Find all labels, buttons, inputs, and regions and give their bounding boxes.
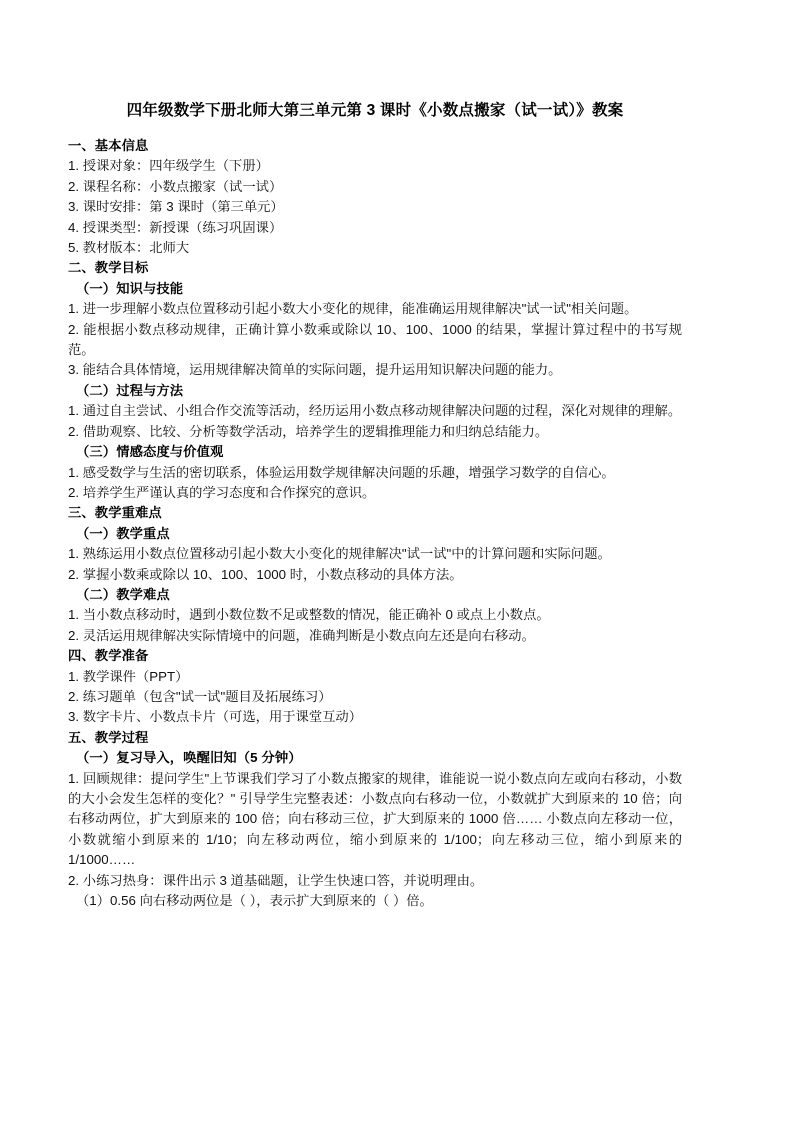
document-section — [68, 646, 682, 728]
section-heading: 一、基本信息 — [68, 138, 149, 153]
paragraph: （1）0.56 向右移动两位是（ ），表示扩大到原来的（ ）倍。 — [76, 893, 433, 909]
paragraph: 1. 回顾规律：提问学生"上节课我们学习了小数点搬家的规律，谁能说一说小数点向左或向右移动，小数的大小会发生怎样的变化？" 引导学生完整表述：小数点向右移动一位，小数就扩大到原来的 10 倍；向右移动两位，扩大到原来的 100 倍；向右移动三位，扩大到原来的 1000 倍…… 小数点向左移动一位，小数就缩小到原来的 1/10；向左移动两位，缩小到原来的 1/100；向左移动三位，缩小到原来的 1/1000…… — [68, 770, 682, 868]
paragraph: 2. 课程名称：小数点搬家（试一试） — [68, 178, 283, 194]
document-section — [68, 503, 682, 646]
paragraph: 2. 借助观察、比较、分析等数学活动，培养学生的逻辑推理能力和归纳总结能力。 — [68, 423, 549, 439]
paragraph: 1. 当小数点移动时，遇到小数位数不足或整数的情况，能正确补 0 或点上小数点。 — [68, 607, 550, 623]
subsection-heading: （二）过程与方法 — [76, 382, 184, 398]
document-content — [68, 100, 682, 911]
paragraph: 2. 小练习热身：课件出示 3 道基础题，让学生快速口答，并说明理由。 — [68, 872, 484, 888]
document-section — [68, 136, 682, 258]
paragraph: 1. 授课对象：四年级学生（下册） — [68, 158, 269, 174]
paragraph: 1. 感受数学与生活的密切联系，体验运用数学规律解决问题的乐趣，增强学习数学的自信心。 — [68, 464, 615, 480]
paragraph: 3. 课时安排：第 3 课时（第三单元） — [68, 199, 284, 215]
subsection-heading: （一）知识与技能 — [76, 280, 184, 296]
subsection-heading: （二）教学难点 — [76, 586, 170, 602]
subsection-heading: （三）情感态度与价值观 — [76, 444, 224, 460]
section-heading: 四、教学准备 — [68, 648, 149, 664]
paragraph: 1. 通过自主尝试、小组合作交流等活动，经历运用小数点移动规律解决问题的过程，深化对规律的理解。 — [68, 403, 682, 419]
subsection-heading: （一）复习导入，唤醒旧知（5 分钟） — [76, 750, 302, 766]
paragraph: 2. 能根据小数点移动规律，正确计算小数乘或除以 10、100、1000 的结果，掌握计算过程中的书写规范。 — [68, 321, 682, 358]
paragraph: 2. 练习题单（包含"试一试"题目及拓展练习） — [68, 688, 332, 704]
paragraph: 1. 进一步理解小数点位置移动引起小数大小变化的规律，能准确运用规律解决"试一试"相关问题。 — [68, 301, 638, 317]
paragraph: 2. 灵活运用规律解决实际情境中的问题，准确判断是小数点向左还是向右移动。 — [68, 627, 535, 643]
paragraph: 3. 数字卡片、小数点卡片（可选，用于课堂互动） — [68, 709, 363, 725]
page-title: 四年级数学下册北师大第三单元第 3 课时《小数点搬家（试一试）》教案 — [126, 102, 624, 119]
document-body — [68, 136, 682, 911]
paragraph: 3. 能结合具体情境，运用规律解决简单的实际问题，提升运用知识解决问题的能力。 — [68, 362, 562, 378]
paragraph: 2. 培养学生严谨认真的学习态度和合作探究的意识。 — [68, 484, 376, 500]
document-section — [68, 258, 682, 503]
document-section — [68, 728, 682, 912]
section-heading: 三、教学重难点 — [68, 505, 162, 521]
section-heading: 二、教学目标 — [68, 260, 149, 276]
paragraph: 1. 教学课件（PPT） — [68, 668, 189, 684]
subsection-heading: （一）教学重点 — [76, 525, 170, 541]
paragraph: 5. 教材版本：北师大 — [68, 240, 190, 256]
paragraph: 1. 熟练运用小数点位置移动引起小数大小变化的规律解决"试一试"中的计算问题和实际问题。 — [68, 546, 611, 562]
paragraph: 2. 掌握小数乘或除以 10、100、1000 时，小数点移动的具体方法。 — [68, 566, 463, 582]
paragraph: 4. 授课类型：新授课（练习巩固课） — [68, 219, 283, 235]
section-heading: 五、教学过程 — [68, 729, 149, 745]
